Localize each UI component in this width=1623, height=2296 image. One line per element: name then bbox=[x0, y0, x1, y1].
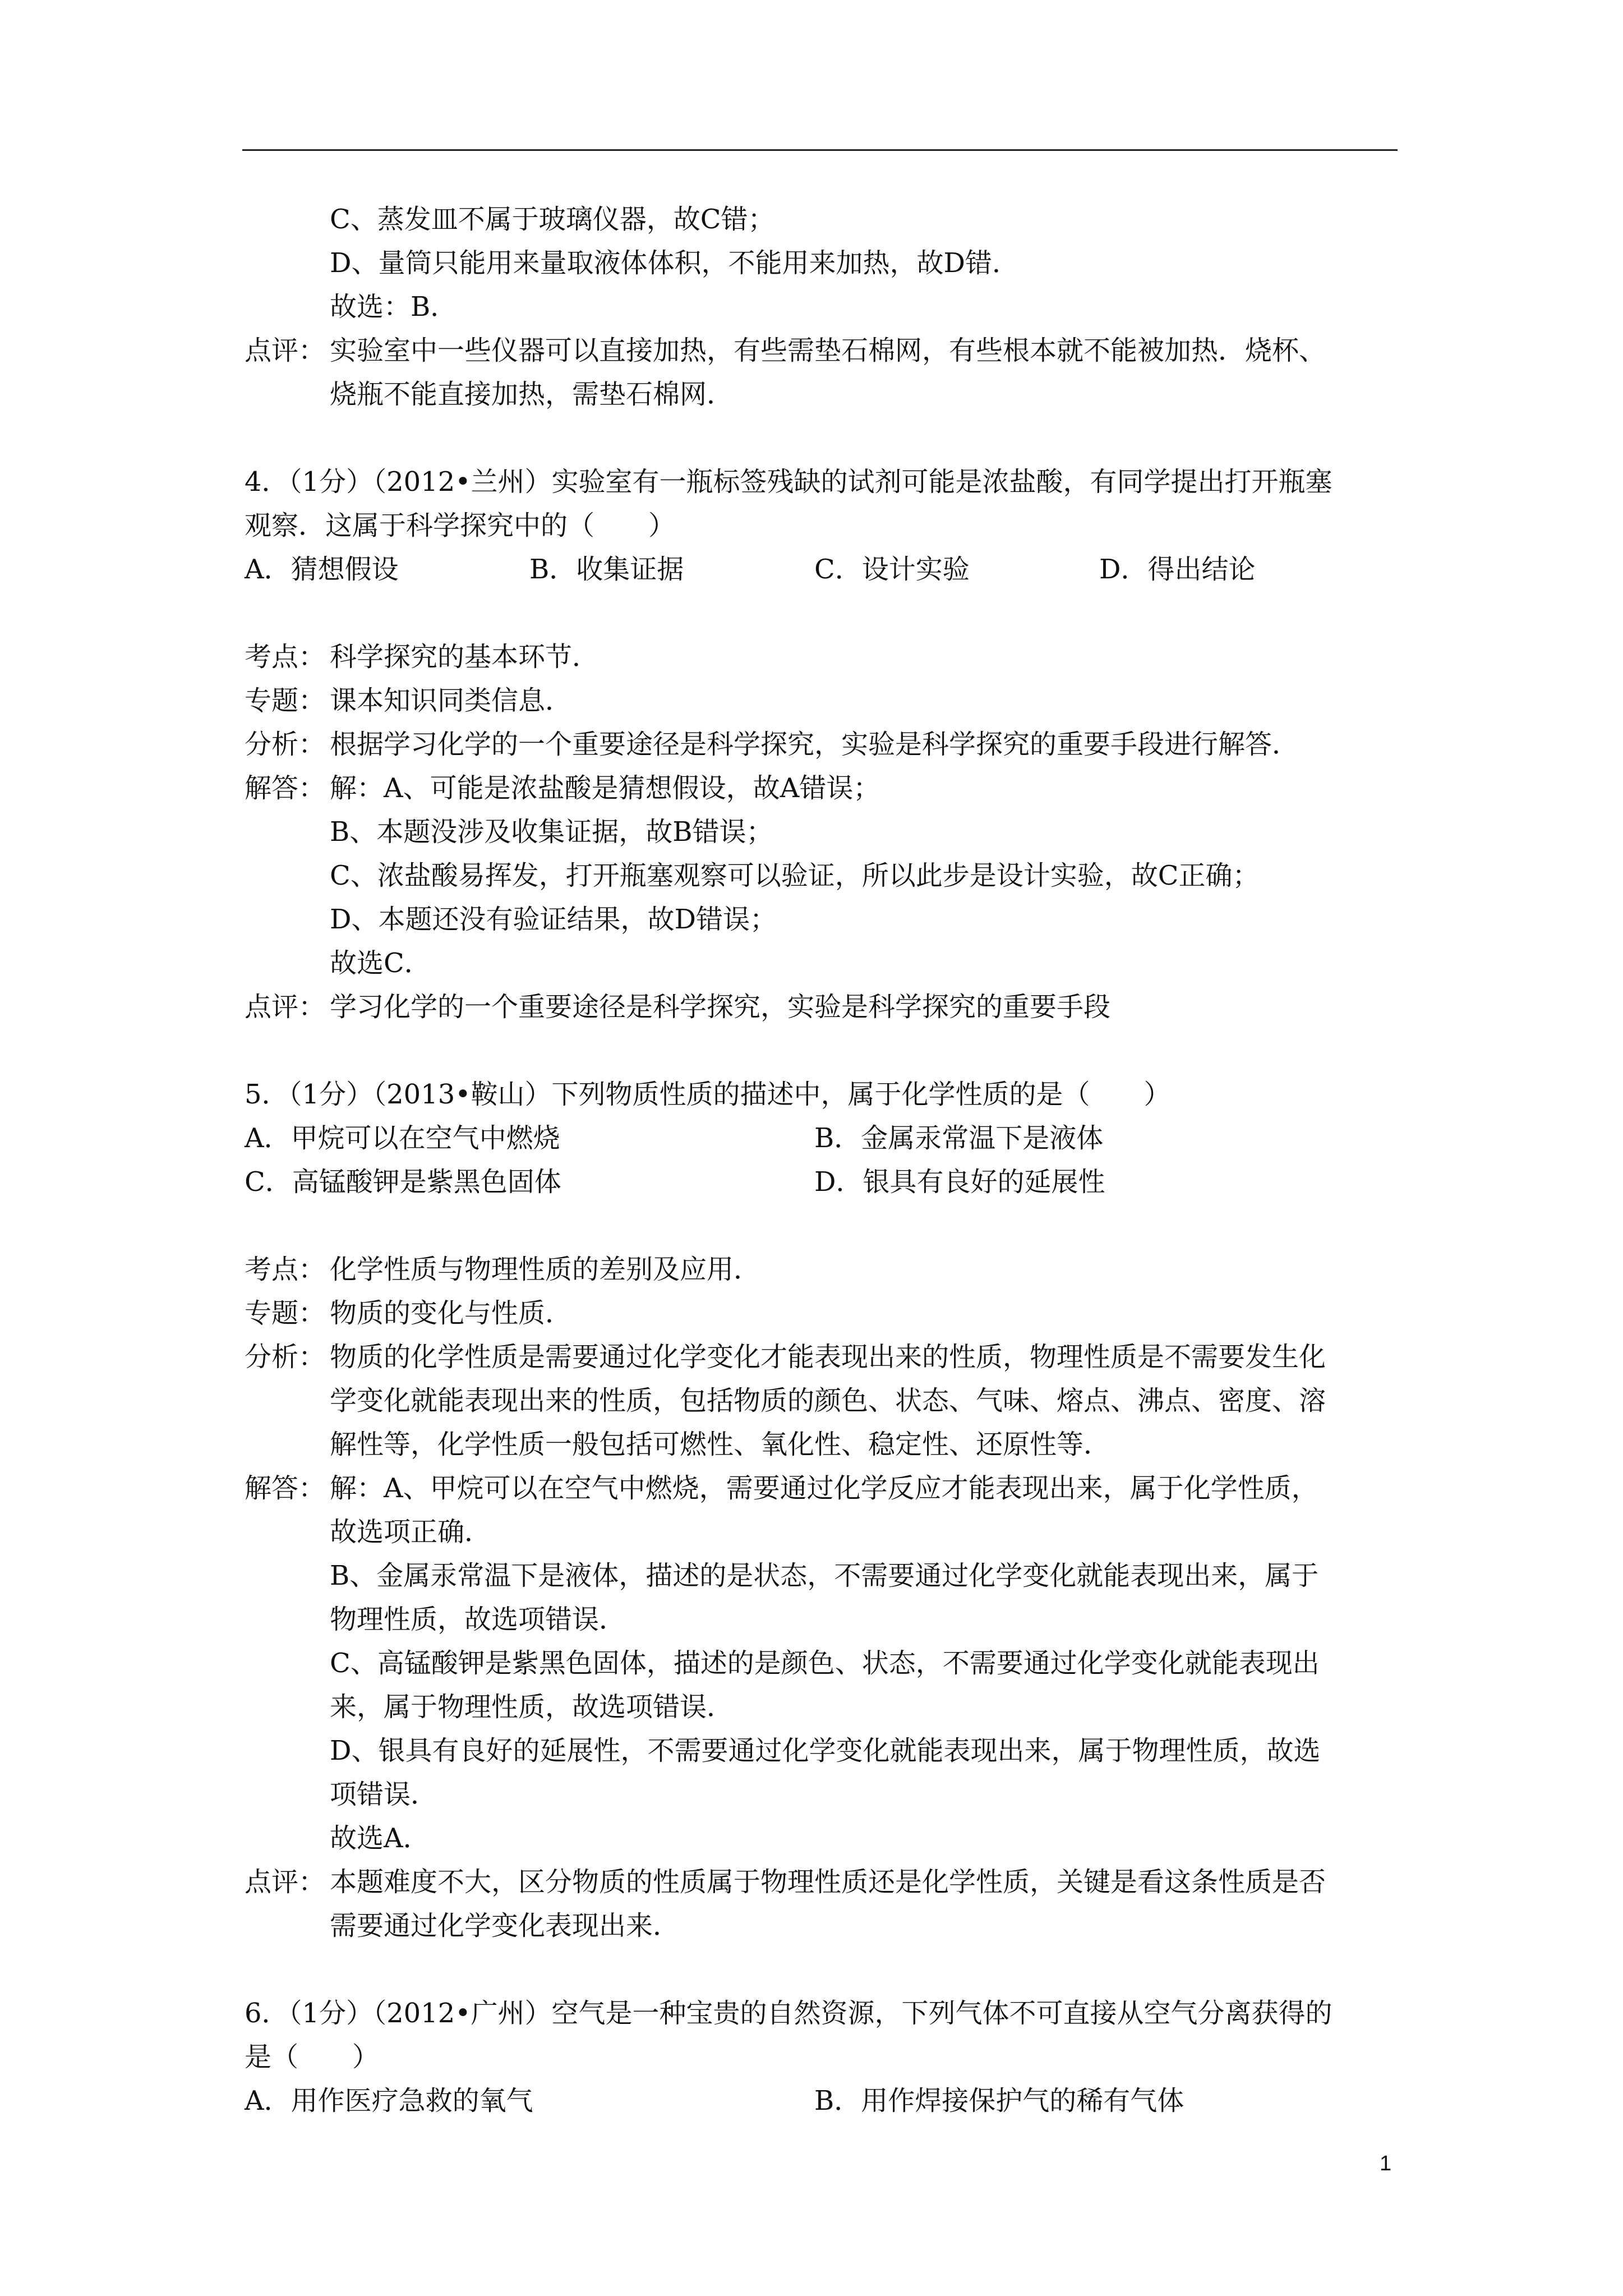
header-rule bbox=[242, 149, 1398, 151]
page-number: 1 bbox=[1380, 2152, 1392, 2175]
jieda-line: D、本题还没有验证结果，故D错误； bbox=[330, 904, 777, 935]
fenxi-line: 分析： 根据学习化学的一个重要途径是科学探究，实验是科学探究的重要手段进行解答． bbox=[245, 729, 1299, 760]
dianping-line: 需要通过化学变化表现出来． bbox=[330, 1910, 680, 1941]
review-label: 点评： bbox=[245, 335, 326, 366]
jieda-line: 故选项正确． bbox=[330, 1516, 492, 1548]
jieda-line: 故选C． bbox=[330, 947, 431, 979]
fenxi-line: 分析： 物质的化学性质是需要通过化学变化才能表现出来的性质，物理性质是不需要发生化 bbox=[245, 1341, 1326, 1373]
option-a: A．猜想假设 bbox=[245, 554, 399, 585]
option-a: A．用作医疗急救的氧气 bbox=[245, 2085, 533, 2116]
dianping-line: 点评： 学习化学的一个重要途径是科学探究，实验是科学探究的重要手段 bbox=[245, 991, 1111, 1023]
answer-line: C、蒸发皿不属于玻璃仪器，故C错； bbox=[330, 204, 775, 235]
jieda-line: 解答： 解：A、可能是浓盐酸是猜想假设，故A错误； bbox=[245, 772, 880, 804]
zhuanti-line: 专题： 物质的变化与性质． bbox=[245, 1297, 573, 1329]
answer-choice: 故选：B． bbox=[330, 291, 458, 323]
page-content bbox=[245, 197, 1400, 2123]
question-4-options bbox=[245, 547, 1400, 591]
jieda-line: C、浓盐酸易挥发，打开瓶塞观察可以验证，所以此步是设计实验，故C正确； bbox=[330, 860, 1260, 891]
kaodian-line: 考点： 化学性质与物理性质的差别及应用． bbox=[245, 1254, 761, 1285]
jieda-line: 故选A． bbox=[330, 1823, 430, 1854]
dianping-line: 点评： 本题难度不大，区分物质的性质属于物理性质还是化学性质，关键是看这条性质是否 bbox=[245, 1866, 1326, 1898]
jieda-line: B、金属汞常温下是液体，描述的是状态，不需要通过化学变化就能表现出来，属于 bbox=[330, 1560, 1319, 1591]
jieda-line: 项错误． bbox=[330, 1779, 438, 1810]
question-6-options bbox=[245, 2079, 1400, 2123]
jieda-line: D、银具有良好的延展性，不需要通过化学变化就能表现出来，属于物理性质，故选 bbox=[330, 1735, 1321, 1766]
question-5-options bbox=[245, 1116, 1400, 1160]
zhuanti-line: 专题： 课本知识同类信息． bbox=[245, 685, 573, 716]
kaodian-line: 考点： 科学探究的基本环节． bbox=[245, 641, 600, 673]
review-line: 点评： 实验室中一些仪器可以直接加热，有些需垫石棉网，有些根本就不能被加热．烧杯、 bbox=[245, 329, 1400, 372]
jieda-line: B、本题没涉及收集证据，故B错误； bbox=[330, 816, 773, 848]
option-d: D．得出结论 bbox=[1099, 554, 1256, 585]
question-4-stem: 观察．这属于科学探究中的（ ） bbox=[245, 510, 676, 541]
fenxi-line: 学变化就能表现出来的性质，包括物质的颜色、状态、气味、熔点、沸点、密度、溶 bbox=[330, 1385, 1326, 1416]
jieda-line: C、高锰酸钾是紫黑色固体，描述的是颜色、状态，不需要通过化学变化就能表现出 bbox=[330, 1648, 1320, 1679]
fenxi-line: 解性等，化学性质一般包括可燃性、氧化性、稳定性、还原性等． bbox=[330, 1429, 1111, 1460]
question-6-stem: 6．（1分）（2012•广州）空气是一种宝贵的自然资源，下列气体不可直接从空气分离获得的 bbox=[245, 1998, 1332, 2029]
question-4-stem: 4．（1分）（2012•兰州）实验室有一瓶标签残缺的试剂可能是浓盐酸，有同学提出打开瓶塞 bbox=[245, 466, 1332, 498]
review-line: 烧瓶不能直接加热，需垫石棉网． bbox=[330, 379, 734, 410]
option-b: B．收集证据 bbox=[529, 554, 684, 585]
jieda-line: 物理性质，故选项错误． bbox=[330, 1604, 626, 1635]
option-b: B．金属汞常温下是液体 bbox=[814, 1122, 1104, 1154]
option-d: D．银具有良好的延展性 bbox=[814, 1166, 1105, 1198]
question-6-stem: 是（ ） bbox=[245, 2041, 380, 2073]
question-5-options bbox=[245, 1160, 1400, 1204]
option-c: C．设计实验 bbox=[814, 554, 970, 585]
option-b: B．用作焊接保护气的稀有气体 bbox=[814, 2085, 1184, 2116]
question-5-stem: 5．（1分）（2013•鞍山）下列物质性质的描述中，属于化学性质的是（ ） bbox=[245, 1079, 1171, 1110]
jieda-line: 来，属于物理性质，故选项错误． bbox=[330, 1691, 734, 1723]
jieda-line: 解答： 解：A、甲烷可以在空气中燃烧，需要通过化学反应才能表现出来，属于化学性质， bbox=[245, 1473, 1318, 1504]
option-c: C．高锰酸钾是紫黑色固体 bbox=[245, 1166, 561, 1198]
option-a: A．甲烷可以在空气中燃烧 bbox=[245, 1122, 560, 1154]
answer-line: D、量筒只能用来量取液体体积，不能用来加热，故D错． bbox=[330, 247, 1019, 279]
